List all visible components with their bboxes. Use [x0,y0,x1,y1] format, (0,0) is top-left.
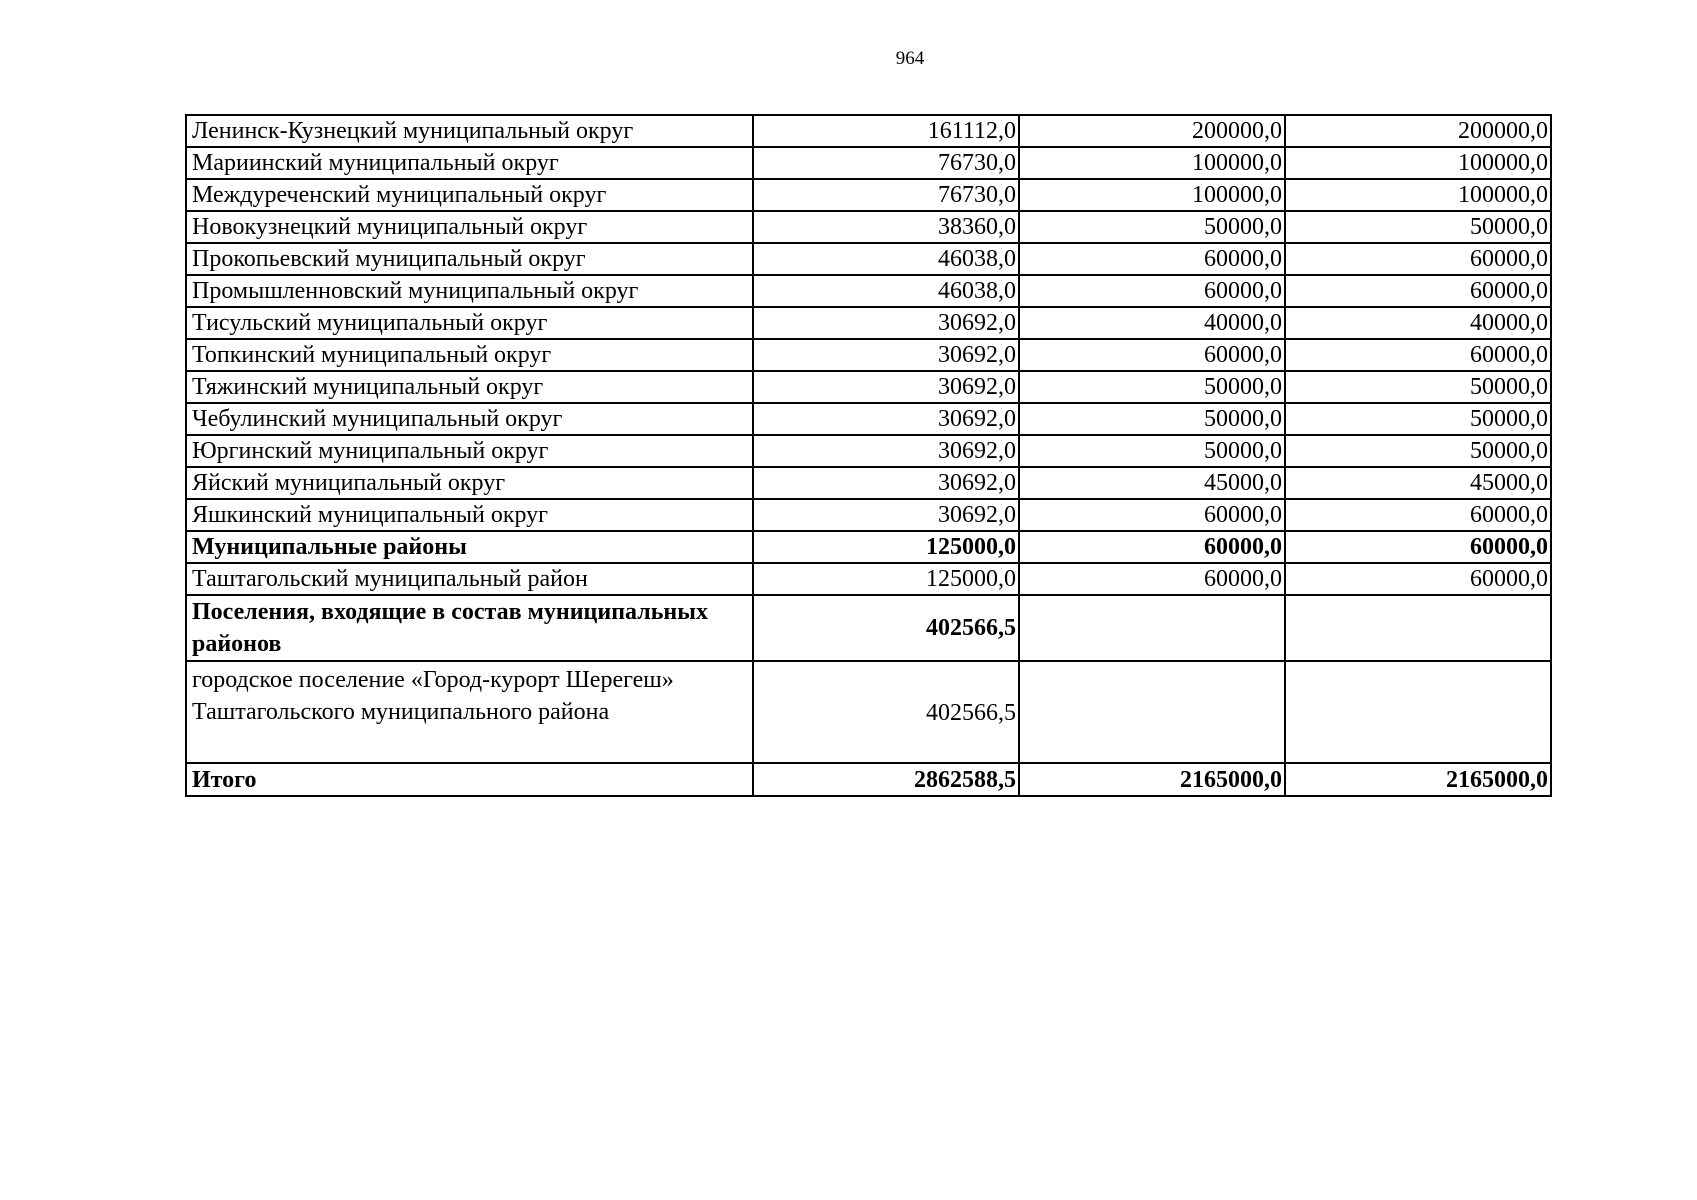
table-row [186,211,1551,243]
value-col-2: 50000,0 [1019,403,1285,435]
value-col-2: 60000,0 [1019,275,1285,307]
municipality-name: Междуреченский муниципальный округ [186,179,753,211]
municipality-name: Тяжинский муниципальный округ [186,371,753,403]
table-row [186,307,1551,339]
value-col-2: 45000,0 [1019,467,1285,499]
table-row [186,147,1551,179]
section-row-settlements [186,595,1551,661]
budget-table [185,114,1552,797]
value-col-2: 50000,0 [1019,435,1285,467]
municipality-name: Мариинский муниципальный округ [186,147,753,179]
municipality-name: Промышленновский муниципальный округ [186,275,753,307]
value-col-2: 60000,0 [1019,339,1285,371]
municipality-name: Яшкинский муниципальный округ [186,499,753,531]
value-col-2: 60000,0 [1019,531,1285,563]
value-col-3: 100000,0 [1285,179,1551,211]
value-col-1: 38360,0 [753,211,1019,243]
value-col-2: 50000,0 [1019,211,1285,243]
total-value-col-1: 2862588,5 [753,763,1019,796]
table-row [186,339,1551,371]
municipality-name: Яйский муниципальный округ [186,467,753,499]
total-row [186,763,1551,796]
value-col-3 [1285,661,1551,763]
value-col-3: 45000,0 [1285,467,1551,499]
total-label: Итого [186,763,753,796]
value-col-3: 60000,0 [1285,339,1551,371]
section-title: Муниципальные районы [186,531,753,563]
value-col-2: 60000,0 [1019,563,1285,595]
table-row [186,661,1551,763]
total-value-col-2: 2165000,0 [1019,763,1285,796]
value-col-3: 60000,0 [1285,531,1551,563]
table-row [186,467,1551,499]
value-col-2 [1019,661,1285,763]
value-col-2: 60000,0 [1019,499,1285,531]
value-col-3: 40000,0 [1285,307,1551,339]
value-col-2: 50000,0 [1019,371,1285,403]
municipality-name: Юргинский муниципальный округ [186,435,753,467]
table-row [186,179,1551,211]
value-col-2: 100000,0 [1019,147,1285,179]
value-col-3: 50000,0 [1285,435,1551,467]
value-col-1: 30692,0 [753,339,1019,371]
value-col-1: 125000,0 [753,531,1019,563]
table-row [186,435,1551,467]
municipality-name: Прокопьевский муниципальный округ [186,243,753,275]
value-col-3: 50000,0 [1285,403,1551,435]
value-col-1: 161112,0 [753,115,1019,147]
table-row [186,563,1551,595]
value-col-1: 76730,0 [753,179,1019,211]
page-number: 964 [895,48,925,69]
value-col-2: 40000,0 [1019,307,1285,339]
section-title: Поселения, входящие в состав муниципальных районов [186,595,753,661]
value-col-1: 402566,5 [753,661,1019,763]
table-row [186,275,1551,307]
municipality-name: городское поселение «Город-курорт Шерегеш» Таштагольского муниципального района [186,661,753,763]
value-col-2: 200000,0 [1019,115,1285,147]
section-row-municipal-districts [186,531,1551,563]
table-row [186,243,1551,275]
value-col-1: 402566,5 [753,595,1019,661]
value-col-3: 100000,0 [1285,147,1551,179]
municipality-name: Новокузнецкий муниципальный округ [186,211,753,243]
value-col-1: 125000,0 [753,563,1019,595]
value-col-1: 46038,0 [753,275,1019,307]
value-col-1: 76730,0 [753,147,1019,179]
value-col-1: 30692,0 [753,307,1019,339]
total-value-col-3: 2165000,0 [1285,763,1551,796]
value-col-1: 30692,0 [753,467,1019,499]
value-col-3: 50000,0 [1285,371,1551,403]
value-col-1: 46038,0 [753,243,1019,275]
table-row [186,499,1551,531]
table-row [186,371,1551,403]
value-col-1: 30692,0 [753,435,1019,467]
table-row [186,115,1551,147]
value-col-2: 100000,0 [1019,179,1285,211]
value-col-3: 60000,0 [1285,499,1551,531]
value-col-1: 30692,0 [753,371,1019,403]
value-col-3: 60000,0 [1285,243,1551,275]
municipality-name: Топкинский муниципальный округ [186,339,753,371]
municipality-name: Чебулинский муниципальный округ [186,403,753,435]
value-col-3: 50000,0 [1285,211,1551,243]
value-col-3: 60000,0 [1285,275,1551,307]
value-col-3 [1285,595,1551,661]
value-col-3: 60000,0 [1285,563,1551,595]
municipality-name: Ленинск-Кузнецкий муниципальный округ [186,115,753,147]
value-col-1: 30692,0 [753,403,1019,435]
value-col-1: 30692,0 [753,499,1019,531]
municipality-name: Тисульский муниципальный округ [186,307,753,339]
table-row [186,403,1551,435]
value-col-2 [1019,595,1285,661]
value-col-3: 200000,0 [1285,115,1551,147]
municipality-name: Таштагольский муниципальный район [186,563,753,595]
value-col-2: 60000,0 [1019,243,1285,275]
